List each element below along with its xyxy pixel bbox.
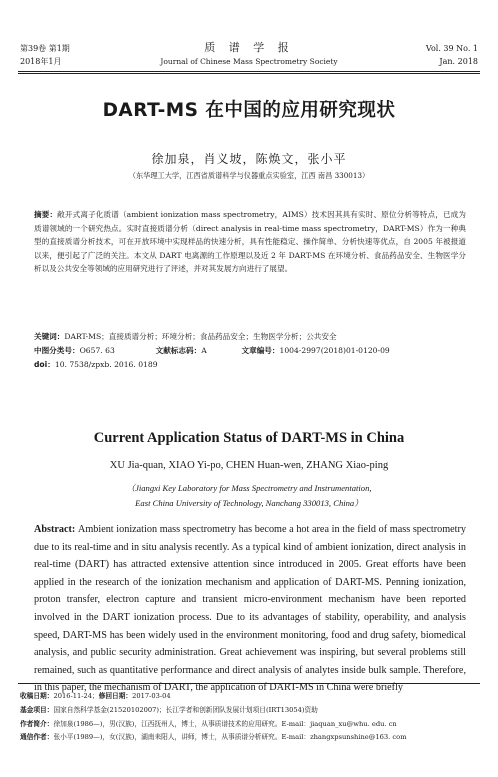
journal-name-cn: 质 谱 学 报 (204, 41, 294, 54)
corresponding-label: 通信作者： (20, 733, 54, 742)
author-bio-text: 徐加泉(1986—)，男(汉族)，江西抚州人，博士，从事质谱技术的应用研究。E-mail：jiaquan_xu@whu. edu. cn (53, 719, 397, 728)
doi-link[interactable]: 10. 7538/zpxb. 2016. 0189 (54, 360, 158, 369)
affiliation-en (0, 481, 498, 511)
revised-date: 2017-03-04 (132, 692, 171, 700)
header-center (0, 40, 498, 68)
clc-value: O657. 63 (79, 346, 115, 355)
header-rule-top (18, 71, 480, 72)
footnote-rule (18, 683, 480, 684)
keywords-cn-text: DART-MS；直接质谱分析；环境分析；食品药品安全；生物医学分析；公共安全 (64, 332, 337, 341)
journal-name-en: Journal of Chinese Mass Spectrometry Society (160, 57, 338, 66)
title-cn: DART-MS 在中国的应用研究现状 (102, 100, 396, 121)
affiliation-en-line: East China University of Technology, Nanchang 330013, China） (135, 498, 363, 508)
footnotes (20, 690, 480, 745)
doi-label: doi： (34, 360, 55, 369)
funding-label: 基金项目： (20, 705, 54, 714)
affiliation-cn: （东华理工大学，江西省质谱科学与仪器重点实验室，江西 南昌 330013） (128, 171, 370, 180)
keywords-cn (34, 330, 466, 344)
title-en: Current Application Status of DART-MS in China (93, 430, 405, 446)
article-number-label: 文章编号： (241, 346, 280, 355)
doi-line (34, 358, 466, 372)
funding-text: 国家自然科学基金(21520102007)；长江学者和创新团队发展计划项目(IRT13054)资助 (53, 705, 318, 714)
doc-code-label: 文献标志码： (155, 346, 202, 355)
footnote-corresponding (20, 731, 480, 745)
footnote-dates (20, 690, 480, 704)
abstract-cn-text: 敞开式离子化质谱（ambient ionization mass spectrometry，AIMS）技术因其具有实时、原位分析等特点，已成为质谱领域的一个研究热点。实时直接质谱分析（direct analysis in real-time mass spectrometry，DART-MS）作为一种典型的直接质谱分析技术，可在开放环境中实现样品的快速分析，具有性能稳定、操作简单、分析快速等优点，自 2005 年被报道以来，便引起了广泛的关注。本文从 DART 电离源的工作原理以及近 2 年 DART-MS 在环境分析、食品药品安全、生物医学分析以及公共安全等领域的应用研究进行了评述，并对其发展方向进行了展望。 (34, 210, 467, 273)
classification-line (34, 344, 466, 358)
header-rule-bottom (18, 73, 480, 74)
doc-code-value: A (201, 346, 207, 355)
article-number-value: 1004-2997(2018)01-0120-09 (279, 346, 390, 355)
received-label: 收稿日期： (20, 692, 54, 700)
footnote-funding (20, 704, 480, 718)
clc-label: 中图分类号： (34, 346, 80, 355)
received-date: 2016-11-24； (53, 692, 99, 700)
header-right (426, 42, 478, 68)
abstract-en (34, 521, 466, 697)
abstract-en-label: Abstract: (34, 524, 76, 535)
affiliation-en-line: （Jiangxi Key Laboratory for Mass Spectrometry and Instrumentation, (126, 483, 372, 493)
abstract-cn (34, 208, 466, 276)
corresponding-text: 张小平(1989—)，女(汉族)，湖南耒阳人，讲师，博士，从事质谱分析研究。E-mail：zhangxpsunshine@163. com (53, 733, 407, 742)
footnote-author-bio (20, 718, 480, 732)
authors-en: XU Jia-quan, XIAO Yi-po, CHEN Huan-wen, ZHANG Xiao-ping (109, 460, 389, 471)
keywords-cn-label: 关键词： (34, 332, 65, 341)
author-bio-label: 作者简介： (20, 719, 54, 728)
abstract-cn-label: 摘要： (34, 210, 58, 219)
date-cn: 2018年1月 (20, 57, 62, 66)
authors-cn: 徐加泉，肖义坡，陈焕文，张小平 (151, 152, 347, 166)
volume-issue-cn: 第39卷 第1期 (20, 44, 70, 53)
abstract-en-text: Ambient ionization mass spectrometry has become a hot area in the field of mass spectrometry due to its real-time and in situ analysis recently. As a typical kind of ambient ionization, direct analysis in real-time (DART) has attracted extensive attention since introduced in 2005. Great efforts have been applied in the research of the ionization mechanism and application of DART-MS. Penning ionization, proton transfer, electron capture and transient micro-environment mechanism have been reported involved in the DART ionization process. Due to its advantages of stability, operability, and analysis speed, DART-MS has been widely used in the environment monitoring, food and drug safety, biomedical analysis, and public security administration. Great achievement was inspiring, but several problems still remained, such as quantitative performance and direct analysis of analytes inside bulk sample. Therefore, in this paper, the mechanism of DART, the application of DART-MS in China were briefly (34, 524, 466, 694)
revised-label: 修回日期： (98, 692, 133, 700)
volume-issue-en: Vol. 39 No. 1 (425, 44, 478, 53)
date-en: Jan. 2018 (439, 57, 478, 66)
